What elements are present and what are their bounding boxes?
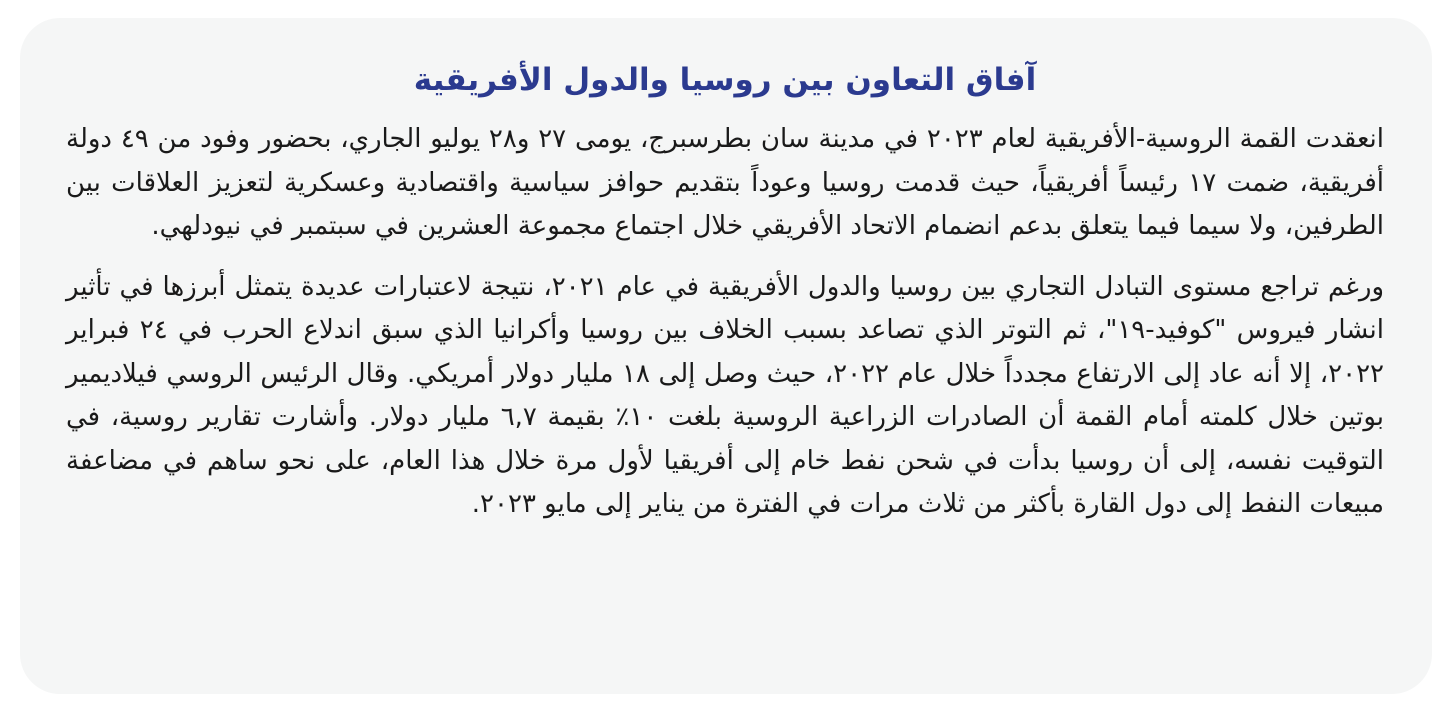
article-card — [20, 18, 1432, 694]
article-paragraph-1: انعقدت القمة الروسية-الأفريقية لعام ٢٠٢٣ في مدينة سان بطرسبرج، يومى ٢٧ و٢٨ يوليو الجاري، بحضور وفود من ٤٩ دولة أفريقية، ضمت ١٧ رئيساً أفريقياً، حيث قدمت روسيا وعوداً بتقديم حوافز سياسية واقتصادية وعسكرية لتعزيز العلاقات بين الطرفين، ولا سيما فيما يتعلق بدعم انضمام الاتحاد الأفريقي خلال اجتماع مجموعة العشرين في سبتمبر في نيودلهي. — [66, 124, 1384, 241]
article-paragraph-2: ورغم تراجع مستوى التبادل التجاري بين روسيا والدول الأفريقية في عام ٢٠٢١، نتيجة لاعتبارات عديدة يتمثل أبرزها في تأثير انشار فيروس "كوفيد-١٩"، ثم التوتر الذي تصاعد بسبب الخلاف بين روسيا وأكرانيا الذي سبق اندلاع الحرب في ٢٤ فبراير ٢٠٢٢، إلا أنه عاد إلى الارتفاع مجدداً خلال عام ٢٠٢٢، حيث وصل إلى ١٨ مليار دولار أمريكي. وقال الرئيس الروسي فيلاديمير بوتين خلال كلمته أمام القمة أن الصادرات الزراعية الروسية بلغت ١٠٪ بقيمة ٦,٧ مليار دولار. وأشارت تقارير روسية، في التوقيت نفسه، إلى أن روسيا بدأت في شحن نفط خام إلى أفريقيا لأول مرة خلال هذا العام، على نحو ساهم في مضاعفة مبيعات النفط إلى دول القارة بأكثر من ثلاث مرات في الفترة من يناير إلى مايو ٢٠٢٣. — [66, 271, 1385, 519]
article-title: آفاق التعاون بين روسيا والدول الأفريقية — [413, 62, 1037, 98]
